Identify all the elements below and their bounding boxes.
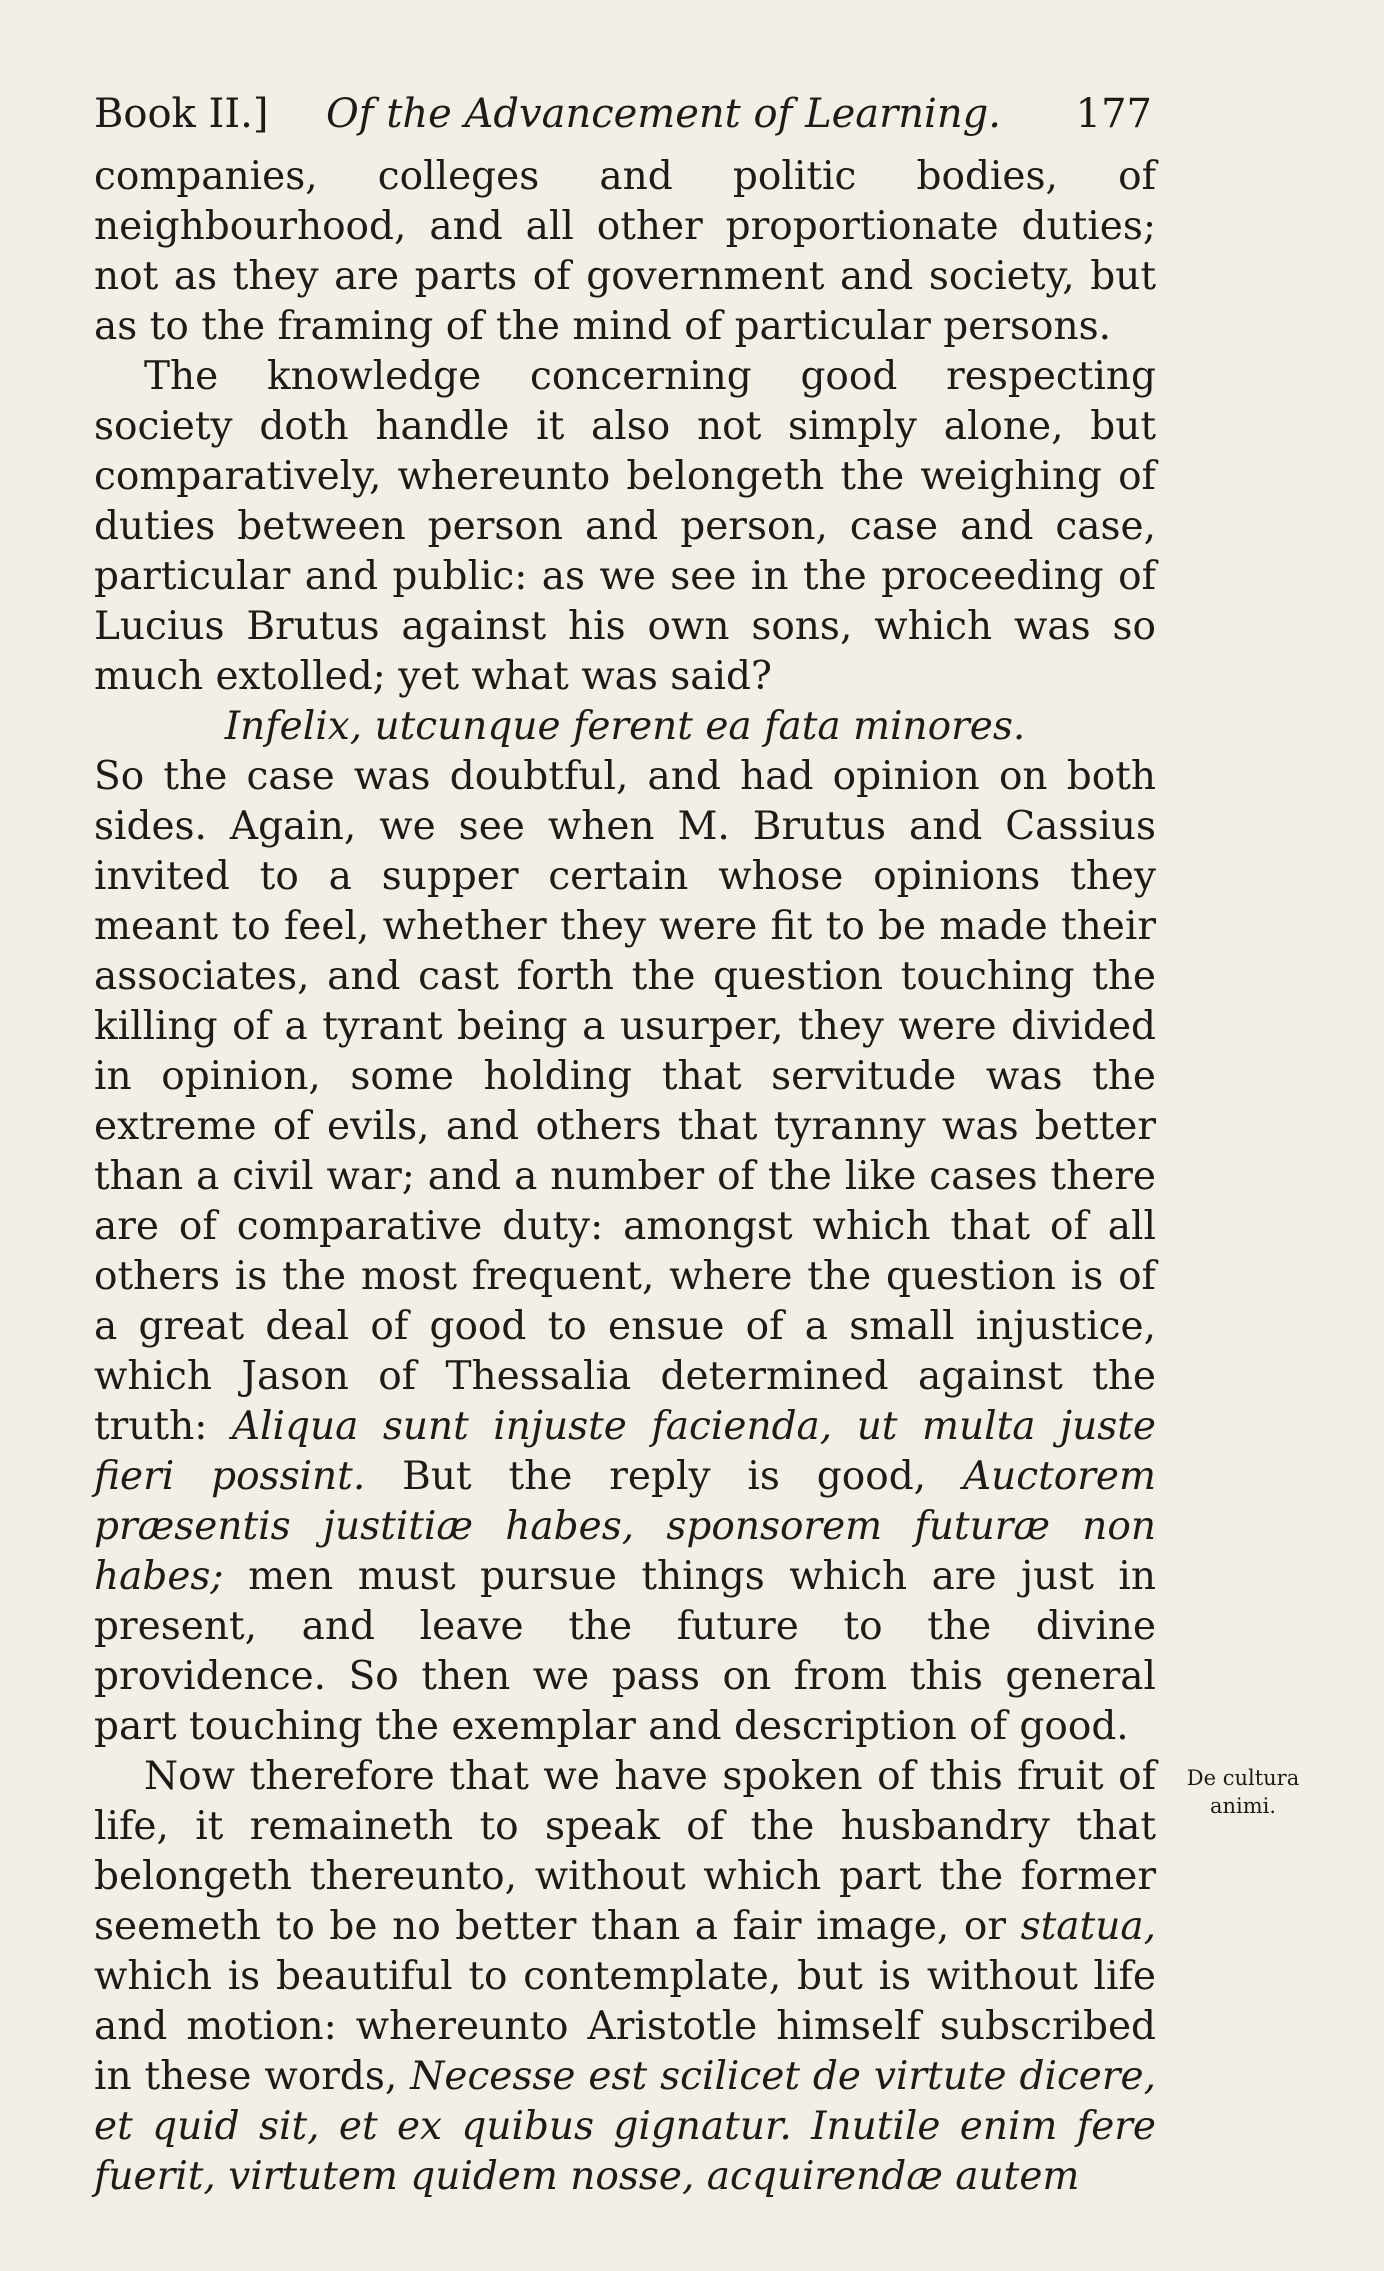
body-text [94,152,1156,2202]
paragraph-4 [94,1752,1156,2202]
paragraph-3-text-b: But the reply is good, [402,1454,927,1499]
statua-word: statua, [1020,1904,1156,1949]
paragraph-3-text-c: men must pursue things which are just in present, and leave the future to the divine providence. So then we pass on from this general part touching the exemplar and description of good. [94,1554,1157,1749]
paragraph-3-text-a: So the case was doubtful, and had opinion on both sides. Again, we see when M. Brutus and Cassius invited to a supper certain whose opinions they meant to feel, whether they were fit to be made their associates, and cast forth the question touching the killing of a tyrant being a usurper, they were divided in opinion, some holding that servitude was the extreme of evils, and others that tyranny was better than a civil war; and a number of the like cases there are of comparative duty: amongst which that of all others is the most frequent, where the question is of a great deal of good to ensue of a small injustice, which Jason of Thessalia determined against the truth: [94,754,1156,1449]
latin-quote-1: Aliqua sunt injuste facienda, ut multa juste fieri possint. [94,1404,1156,1499]
page-number: 177 [1075,91,1152,137]
paragraph-3 [94,752,1156,1752]
latin-quote-3: Necesse est scilicet de virtute dicere, et quid sit, et ex quibus gignatur. Inutile enim fere fuerit, virtutem quidem nosse, acquirendæ autem [94,2054,1157,2199]
verse-quotation: Infelix, utcunque ferent ea fata minores. [224,704,1026,749]
paragraph-4-text-a: Now therefore that we have spoken of this fruit of life, it remaineth to speak of the husbandry that belongeth thereunto, without which part the former seemeth to be no better than a fair image, or [94,1754,1156,1949]
running-header [94,82,1152,146]
latin-quote-2: Auctorem præsentis justitiæ habes, sponsorem futuræ non habes; [94,1454,1156,1599]
paragraph-4-text-b: which is beautiful to contemplate, but is without life and motion: whereunto Aristotle himself subscribed in these words, [94,1954,1156,2099]
margin-note-line-1: De cultura [1186,1766,1300,1790]
paragraph-1: companies, colleges and politic bodies, of neighbourhood, and all other proportionate duties; not as they are parts of government and society, but as to the framing of the mind of particular persons. [94,154,1156,349]
paragraph-2: The knowledge concerning good respecting society doth handle it also not simply alone, but comparatively, whereunto belongeth the weighing of duties between person and person, case and case, particular and public: as we see in the proceeding of Lucius Brutus against his own sons, which was so much extolled; yet what was said? [94,354,1156,699]
book-label: Book II.] [94,91,269,137]
margin-note-line-2: animi. [1209,1794,1277,1818]
margin-note [1163,1764,1323,1820]
running-title: Of the Advancement of Learning. [326,91,1001,137]
